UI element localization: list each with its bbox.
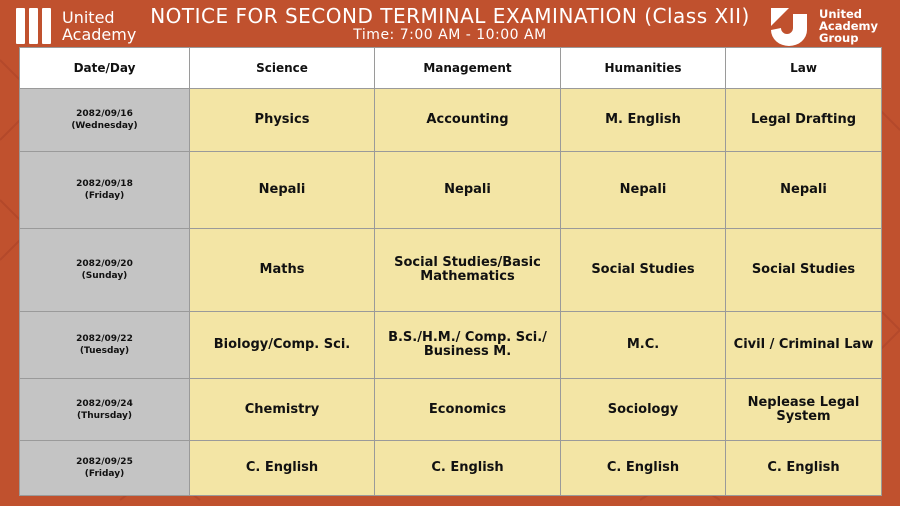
notice-title: NOTICE FOR SECOND TERMINAL EXAMINATION (Class XII): [150, 4, 750, 28]
table-row: [20, 312, 882, 379]
column-header-humanities: Humanities: [561, 48, 726, 89]
exam-date: 2082/09/20: [76, 259, 133, 269]
law-subject: C. English: [726, 441, 882, 496]
column-header-date-day: Date/Day: [20, 48, 190, 89]
science-subject: Biology/Comp. Sci.: [190, 312, 375, 379]
exam-date: 2082/09/22: [76, 334, 133, 344]
date-cell: [20, 229, 190, 312]
exam-day: (Sunday): [81, 271, 128, 281]
humanities-subject: Sociology: [561, 379, 726, 441]
humanities-subject: C. English: [561, 441, 726, 496]
science-subject: Maths: [190, 229, 375, 312]
science-subject: Physics: [190, 89, 375, 152]
exam-time: Time: 7:00 AM - 10:00 AM: [353, 27, 547, 43]
law-subject: Social Studies: [726, 229, 882, 312]
law-subject: Nepali: [726, 152, 882, 229]
date-cell: [20, 89, 190, 152]
column-header-management: Management: [375, 48, 561, 89]
law-subject: Legal Drafting: [726, 89, 882, 152]
exam-schedule-table: [19, 47, 882, 496]
date-cell: [20, 312, 190, 379]
humanities-subject: Nepali: [561, 152, 726, 229]
date-cell: [20, 152, 190, 229]
exam-day: (Friday): [84, 191, 125, 201]
science-subject: Nepali: [190, 152, 375, 229]
date-cell: [20, 441, 190, 496]
table-row: [20, 441, 882, 496]
group-logo-icon: [767, 6, 811, 46]
humanities-subject: M.C.: [561, 312, 726, 379]
exam-date: 2082/09/25: [76, 457, 133, 467]
column-header-law: Law: [726, 48, 882, 89]
law-subject: Neplease Legal System: [726, 379, 882, 441]
humanities-subject: Social Studies: [561, 229, 726, 312]
logo-right-text: United Academy Group: [819, 7, 878, 45]
exam-date: 2082/09/24: [76, 398, 133, 409]
table-row: [20, 379, 882, 441]
management-subject: Nepali: [375, 152, 561, 229]
exam-day: (Friday): [84, 469, 125, 479]
management-subject: B.S./H.M./ Comp. Sci./ Business M.: [375, 312, 561, 379]
humanities-subject: M. English: [561, 89, 726, 152]
exam-day: (Tuesday): [79, 346, 130, 356]
exam-date: 2082/09/16: [76, 109, 133, 119]
management-subject: Social Studies/Basic Mathematics: [375, 229, 561, 312]
date-cell: [20, 379, 190, 441]
management-subject: Accounting: [375, 89, 561, 152]
logo-left-text: United Academy: [62, 8, 137, 44]
science-subject: Chemistry: [190, 379, 375, 441]
table-row: [20, 229, 882, 312]
united-academy-group-logo: [767, 6, 878, 46]
table-row: [20, 152, 882, 229]
table-row: [20, 89, 882, 152]
table-header-row: [20, 48, 882, 89]
exam-date: 2082/09/18: [76, 179, 133, 189]
column-header-science: Science: [190, 48, 375, 89]
management-subject: C. English: [375, 441, 561, 496]
management-subject: Economics: [375, 379, 561, 441]
exam-day: (Thursday): [76, 410, 133, 421]
exam-day: (Wednesday): [71, 121, 138, 131]
science-subject: C. English: [190, 441, 375, 496]
law-subject: Civil / Criminal Law: [726, 312, 882, 379]
